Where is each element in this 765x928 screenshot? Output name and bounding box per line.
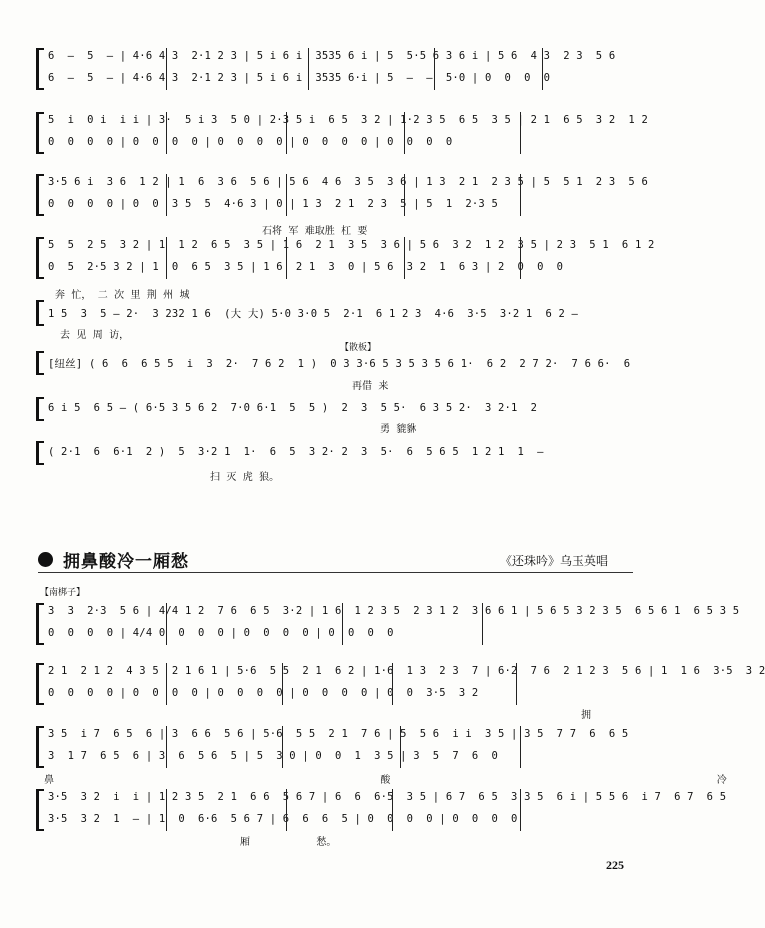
- barline: [166, 663, 167, 705]
- barline: [308, 48, 309, 90]
- barline: [286, 237, 287, 279]
- barline: [282, 663, 283, 705]
- lyric-line: 再借 来: [352, 381, 389, 392]
- score-system: [36, 112, 648, 154]
- score-system: [36, 237, 655, 279]
- lower-staff: 6 – 5 – | 4·6 4 3 2·1 2 3 | 5 i 6 i 3535 6·i | 5 – – 5·0 | 0 0 0 0: [48, 72, 551, 84]
- barline: [404, 174, 405, 216]
- system-brace: [36, 663, 44, 705]
- upper-staff: 3·5 6 i 3 6 1 2 | 1 6 3 6 5 6 | 5 6 4 6 3 5 3 6 | 1 3 2 1 2 3 5 | 5 5 1 2 3 5 6: [48, 176, 648, 188]
- score-system: [36, 351, 636, 375]
- upper-staff: [纽丝] ( 6 6 6 5 5 i 3 2· 7 6 2 1 ) 0 3 3·6 5 3 5 3 5 6 1· 6 2 2 7 2· 7 6 6· 6: [48, 358, 631, 370]
- lyric-line: 厢 愁。: [240, 837, 337, 848]
- upper-staff: 1 5 3 5 – 2· 3 232 1 6 (大 大) 5·0 3·0 5 2·1 6 1 2 3 4·6 3·5 3·2 1 6 2 –: [48, 308, 579, 320]
- barline: [166, 48, 167, 90]
- score-system: [36, 48, 636, 90]
- lower-staff: 3·5 3 2 1 – | 1 0 6·6 5 6 7 | 6 6 6 5 | 0 0 0 0 | 0 0 0 0: [48, 813, 518, 825]
- upper-staff: 6 i 5 6 5 – ( 6·5 3 5 6 2 7·0 6·1 5 5 ) 2 3 5 5· 6 3 5 2· 3 2·1 2: [48, 402, 538, 414]
- barline: [434, 48, 435, 90]
- upper-staff: 6 – 5 – | 4·6 4 3 2·1 2 3 | 5 i 6 i 3535 6 i | 5 5·5 6 3 6 i | 5 6 4 3 2 3 5 6: [48, 50, 616, 62]
- score-system: [36, 789, 727, 831]
- barline: [166, 789, 167, 831]
- system-brace: [36, 351, 44, 375]
- lyric-line: 奔 忙， 二 次 里 荆 州 城: [55, 290, 190, 301]
- upper-staff: 3 5 i 7 6 5 6 | 3 6 6 5 6 | 5·6 5 5 2 1 7 6 | 5 5 6 i i 3 5 | 3 5 7 7 6 6 5: [48, 728, 629, 740]
- barline: [520, 174, 521, 216]
- bullet-icon: [38, 552, 53, 567]
- barline: [286, 174, 287, 216]
- barline: [516, 663, 517, 705]
- barline: [286, 112, 287, 154]
- upper-staff: 3·5 3 2 i i | 1 2 3 5 2 1 6 6 5 6 7 | 6 6 6·5 3 5 | 6 7 6 5 3 3 5 6 i | 5 5 6 i 7 6 7 6 5: [48, 791, 727, 803]
- lower-staff: 0 0 0 0 | 0 0 3 5 5 4·6 3 | 0 | 1 3 2 1 2 3 5 | 5 1 2·3 5: [48, 198, 498, 210]
- barline: [404, 237, 405, 279]
- barline: [520, 726, 521, 768]
- score-system: [36, 300, 636, 326]
- lyric-line: 勇 貔貅: [380, 424, 417, 435]
- lower-staff: 0 5 2·5 3 2 | 1 0 6 5 3 5 | 1 6 2 1 3 0 | 5 6 3 2 1 6 3 | 2 0 0 0: [48, 261, 564, 273]
- barline: [520, 237, 521, 279]
- barline: [342, 603, 343, 645]
- upper-staff: 5 5 2 5 3 2 | 1 1 2 6 5 3 5 | 1 6 2 1 3 5 3 6 | 5 6 3 2 1 2 3 5 | 2 3 5 1 6 1 2: [48, 239, 655, 251]
- upper-staff: 2 1 2 1 2 4 3 5 2 1 6 1 | 5·6 5 5 2 1 6 2 | 1·6 1 3 2 3 7 | 6·2 7 6 2 1 2 3 5 6 | 1 1 6 3·5 3 2: [48, 665, 765, 677]
- barline: [542, 48, 543, 90]
- system-brace: [36, 789, 44, 831]
- score-system: [36, 663, 765, 705]
- score-system: [36, 397, 636, 421]
- upper-staff: 3 3 2·3 5 6 | 4/4 1 2 7 6 6 5 3·2 | 1 6 1 2 3 5 2 3 1 2 3 6 6 1 | 5 6 5 3 2 3 5 6 5 6 1 6 5 3 5: [48, 605, 740, 617]
- system-brace: [36, 174, 44, 216]
- barline: [482, 603, 483, 645]
- system-brace: [36, 48, 44, 90]
- barline: [166, 726, 167, 768]
- lyric-line: 扫 灭 虎 狼。: [210, 472, 280, 483]
- barline: [392, 789, 393, 831]
- barline: [166, 603, 167, 645]
- barline: [166, 112, 167, 154]
- barline: [282, 726, 283, 768]
- system-brace: [36, 237, 44, 279]
- barline: [404, 112, 405, 154]
- lower-staff: 0 0 0 0 | 0 0 0 0 | 0 0 0 0 | 0 0 0 0 | 0 0 3·5 3 2: [48, 687, 479, 699]
- barline: [392, 663, 393, 705]
- system-brace: [36, 300, 44, 326]
- score-system: [36, 441, 636, 465]
- barline: [520, 789, 521, 831]
- barline: [166, 237, 167, 279]
- section-source: 《还珠吟》乌玉英唱: [500, 554, 609, 568]
- upper-staff: 5 i 0 i i i | 3· 5 i 3 5 0 | 2·3 5 i 6 5 3 2 | 1·2 3 5 6 5 3 5 | 2 1 6 5 3 2 1 2: [48, 114, 648, 126]
- lyric-line: 去 见 周 访，: [60, 330, 130, 341]
- system-brace: [36, 726, 44, 768]
- section-title: 拥鼻酸冷一厢愁: [63, 552, 189, 572]
- page-number: 225: [606, 858, 624, 872]
- section-heading: [38, 547, 189, 572]
- heading-rule: [38, 572, 633, 573]
- barline: [400, 726, 401, 768]
- system-brace: [36, 112, 44, 154]
- tune-tag: 【南梆子】: [40, 588, 86, 598]
- lyric-line: 鼻 酸 冷: [44, 775, 727, 786]
- barline: [286, 789, 287, 831]
- system-brace: [36, 441, 44, 465]
- score-system: [36, 174, 648, 216]
- system-brace: [36, 603, 44, 645]
- lyric-line: 石将 军 难取胜 杠 要: [262, 226, 368, 237]
- barline: [520, 112, 521, 154]
- barline: [166, 174, 167, 216]
- tempo-marking: 【散板】: [340, 343, 377, 353]
- lower-staff: 3 1 7 6 5 6 | 3 6 5 6 5 | 5 3 0 | 0 0 1 3 5 | 3 5 7 6 0: [48, 750, 498, 762]
- score-system: [36, 603, 740, 645]
- system-brace: [36, 397, 44, 421]
- lyric-line: 拥: [581, 710, 591, 721]
- lower-staff: 0 0 0 0 | 0 0 0 0 | 0 0 0 0 | 0 0 0 0 | 0 0 0 0: [48, 136, 453, 148]
- upper-staff: ( 2·1 6 6·1 2 ) 5 3·2 1 1· 6 5 3 2· 2 3 5· 6 5 6 5 1 2 1 1 –: [48, 446, 544, 458]
- score-system: [36, 726, 636, 768]
- lower-staff: 0 0 0 0 | 4/4 0 0 0 0 | 0 0 0 0 | 0 0 0 0: [48, 627, 394, 639]
